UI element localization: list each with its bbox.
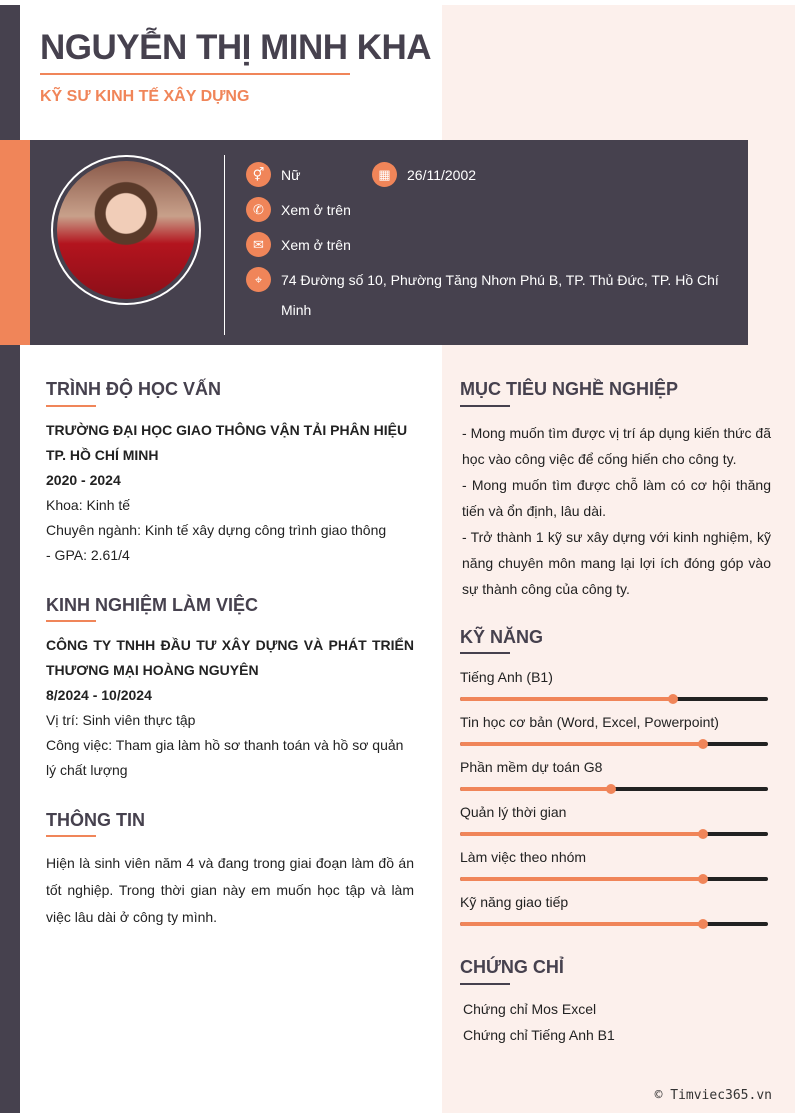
skill-bar bbox=[460, 742, 768, 746]
skills-title: KỸ NĂNG bbox=[460, 627, 544, 647]
birthday-value: 26/11/2002 bbox=[407, 166, 477, 183]
objective-title: MỤC TIÊU NGHỀ NGHIỆP bbox=[460, 379, 679, 399]
skill-bar bbox=[460, 832, 768, 836]
education-underline bbox=[46, 405, 96, 407]
divider bbox=[224, 155, 225, 335]
name-underline bbox=[40, 73, 350, 75]
certificates-list bbox=[463, 996, 615, 1048]
skill-fill bbox=[460, 922, 703, 926]
candidate-name: NGUYỄN THỊ MINH KHA bbox=[40, 28, 432, 67]
skill-bar bbox=[460, 922, 768, 926]
email-item bbox=[246, 232, 351, 257]
education-block bbox=[46, 418, 414, 568]
certificates-underline bbox=[460, 983, 510, 985]
address-value: 74 Đường số 10, Phường Tăng Nhơn Phú B, TP. Thủ Đức, TP. Hồ Chí Minh bbox=[281, 272, 719, 318]
skill-item bbox=[460, 759, 768, 791]
experience-period: 8/2024 - 10/2024 bbox=[46, 687, 152, 703]
skill-item bbox=[460, 894, 768, 926]
certificate-item: Chứng chỉ Mos Excel bbox=[463, 1001, 597, 1017]
birthday-item bbox=[372, 162, 476, 187]
skill-label: Tiếng Anh (B1) bbox=[460, 669, 553, 685]
certificate-item: Chứng chỉ Tiếng Anh B1 bbox=[463, 1027, 615, 1043]
skill-label: Kỹ năng giao tiếp bbox=[460, 894, 569, 910]
info-title: THÔNG TIN bbox=[46, 810, 145, 830]
header-accent bbox=[0, 140, 30, 345]
objective-line: - Trở thành 1 kỹ sư xây dựng với kinh nghiệm, kỹ năng chuyên môn mang lại lợi ích đóng góp vào sự thành công của công ty. bbox=[462, 529, 771, 597]
job-title: KỸ SƯ KINH TẾ XÂY DỰNG bbox=[40, 88, 250, 105]
footer-credit: © Timviec365.vn bbox=[654, 1088, 772, 1103]
work-description: Công việc: Tham gia làm hồ sơ thanh toán và hồ sơ quản lý chất lượng bbox=[46, 737, 404, 778]
education-title: TRÌNH ĐỘ HỌC VẤN bbox=[46, 379, 221, 399]
skill-bar bbox=[460, 787, 768, 791]
school-name: TRƯỜNG ĐẠI HỌC GIAO THÔNG VẬN TẢI PHÂN HIỆU TP. HỒ CHÍ MINH bbox=[46, 422, 408, 463]
skill-bar bbox=[460, 877, 768, 881]
skill-item bbox=[460, 714, 768, 746]
gender-icon: ⚥ bbox=[246, 162, 271, 187]
avatar-photo bbox=[57, 161, 195, 299]
skill-item bbox=[460, 849, 768, 881]
skill-fill bbox=[460, 877, 703, 881]
avatar bbox=[51, 155, 201, 305]
experience-underline bbox=[46, 620, 96, 622]
gender-item bbox=[246, 162, 300, 187]
objective-line: - Mong muốn tìm được vị trí áp dụng kiến thức đã học vào công việc để cống hiến cho công ty. bbox=[462, 425, 771, 467]
major: Chuyên ngành: Kinh tế xây dựng công trình giao thông bbox=[46, 522, 387, 538]
address-icon-wrap bbox=[246, 267, 281, 292]
gender-value: Nữ bbox=[281, 166, 301, 183]
faculty: Khoa: Kinh tế bbox=[46, 497, 131, 513]
skill-fill bbox=[460, 832, 703, 836]
education-period: 2020 - 2024 bbox=[46, 472, 121, 488]
company-name: CÔNG TY TNHH ĐẦU TƯ XÂY DỰNG VÀ PHÁT TRIỂN THƯƠNG MẠI HOÀNG NGUYÊN bbox=[46, 637, 414, 678]
skill-label: Phần mềm dự toán G8 bbox=[460, 759, 603, 775]
objective-line: - Mong muốn tìm được chỗ làm có cơ hội thăng tiến và ổn định, lâu dài. bbox=[462, 477, 771, 519]
objective-block bbox=[462, 420, 771, 602]
skill-fill bbox=[460, 787, 611, 791]
skill-bar bbox=[460, 697, 768, 701]
phone-item bbox=[246, 197, 351, 222]
skills-underline bbox=[460, 652, 510, 654]
skill-knob bbox=[668, 694, 678, 704]
certificates-title: CHỨNG CHỈ bbox=[460, 957, 564, 977]
phone-icon: ✆ bbox=[246, 197, 271, 222]
skill-label: Làm việc theo nhóm bbox=[460, 849, 587, 865]
skill-knob bbox=[606, 784, 616, 794]
skill-fill bbox=[460, 742, 703, 746]
info-text: Hiện là sinh viên năm 4 và đang trong giai đoạn làm đồ án tốt nghiệp. Trong thời gian này em muốn học tập và làm việc lâu dài ở công ty mình. bbox=[46, 855, 414, 925]
skill-label: Quản lý thời gian bbox=[460, 804, 567, 820]
mail-icon: ✉ bbox=[246, 232, 271, 257]
position: Vị trí: Sinh viên thực tập bbox=[46, 712, 196, 728]
experience-title: KINH NGHIỆM LÀM VIỆC bbox=[46, 595, 259, 615]
skill-label: Tin học cơ bản (Word, Excel, Powerpoint) bbox=[460, 714, 719, 730]
phone-value: Xem ở trên bbox=[281, 201, 351, 218]
location-icon: ⌖ bbox=[246, 267, 271, 292]
email-value: Xem ở trên bbox=[281, 236, 351, 253]
skill-item bbox=[460, 804, 768, 836]
objective-underline bbox=[460, 405, 510, 407]
calendar-icon: ▦ bbox=[372, 162, 397, 187]
info-underline bbox=[46, 835, 96, 837]
skill-fill bbox=[460, 697, 673, 701]
gpa: - GPA: 2.61/4 bbox=[46, 547, 130, 563]
experience-block bbox=[46, 633, 414, 783]
skill-item bbox=[460, 669, 768, 701]
